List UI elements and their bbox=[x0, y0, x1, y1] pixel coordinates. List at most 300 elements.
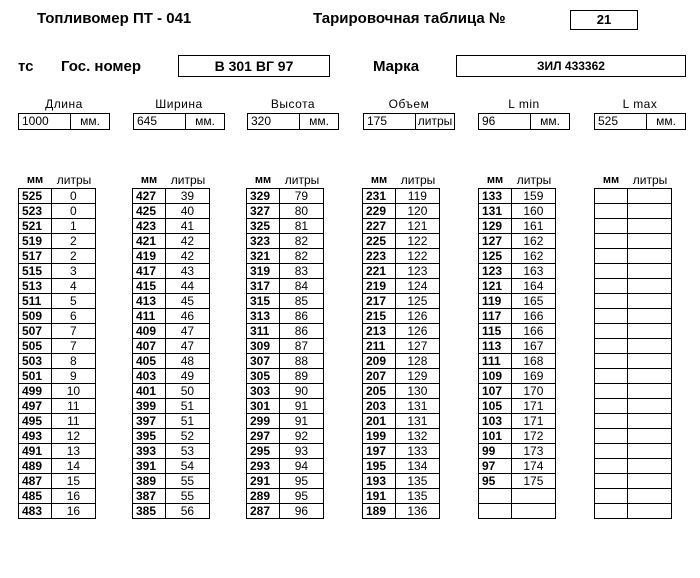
liters-cell: 95 bbox=[279, 489, 323, 504]
mm-cell: 287 bbox=[247, 504, 280, 519]
mm-cell bbox=[595, 294, 628, 309]
mm-cell: 497 bbox=[19, 399, 52, 414]
liters-cell: 90 bbox=[279, 384, 323, 399]
mm-cell: 501 bbox=[19, 369, 52, 384]
liters-cell: 175 bbox=[511, 474, 555, 489]
table-row bbox=[595, 279, 672, 294]
table-row bbox=[19, 264, 96, 279]
liters-cell: 135 bbox=[395, 489, 439, 504]
table-column bbox=[594, 173, 672, 519]
table-row bbox=[479, 384, 556, 399]
table-row bbox=[133, 324, 210, 339]
liters-cell: 132 bbox=[395, 429, 439, 444]
mm-cell: 393 bbox=[133, 444, 166, 459]
table-row bbox=[247, 219, 324, 234]
mm-cell: 385 bbox=[133, 504, 166, 519]
mm-cell: 417 bbox=[133, 264, 166, 279]
param-label: Ширина bbox=[155, 97, 203, 111]
liters-cell: 129 bbox=[395, 369, 439, 384]
table-row bbox=[133, 429, 210, 444]
table-row bbox=[19, 414, 96, 429]
liters-cell: 40 bbox=[165, 204, 209, 219]
liters-cell: 166 bbox=[511, 309, 555, 324]
liters-cell: 131 bbox=[395, 399, 439, 414]
liters-cell: 2 bbox=[51, 249, 95, 264]
param-label: L max bbox=[622, 97, 658, 111]
table-row bbox=[247, 279, 324, 294]
mm-cell: 387 bbox=[133, 489, 166, 504]
liters-cell bbox=[627, 204, 671, 219]
mm-cell: 391 bbox=[133, 459, 166, 474]
liters-cell: 163 bbox=[511, 264, 555, 279]
mm-cell: 123 bbox=[479, 264, 512, 279]
table-row bbox=[247, 429, 324, 444]
liters-cell: 165 bbox=[511, 294, 555, 309]
liters-cell: 51 bbox=[165, 399, 209, 414]
param-value: 320 bbox=[251, 114, 272, 128]
liters-cell: 89 bbox=[279, 369, 323, 384]
table-row bbox=[595, 249, 672, 264]
mm-cell: 495 bbox=[19, 414, 52, 429]
table-row bbox=[595, 339, 672, 354]
liters-cell: 125 bbox=[395, 294, 439, 309]
table-row bbox=[133, 234, 210, 249]
mm-cell: 311 bbox=[247, 324, 280, 339]
table-row bbox=[363, 234, 440, 249]
param-box bbox=[478, 113, 570, 130]
table-row bbox=[479, 279, 556, 294]
mm-cell: 303 bbox=[247, 384, 280, 399]
table-row bbox=[479, 234, 556, 249]
brand-label: Марка bbox=[373, 58, 420, 75]
mm-cell bbox=[595, 339, 628, 354]
table-row bbox=[247, 309, 324, 324]
table-row bbox=[479, 414, 556, 429]
liters-cell: 85 bbox=[279, 294, 323, 309]
table-row bbox=[133, 294, 210, 309]
mm-cell: 299 bbox=[247, 414, 280, 429]
table-row bbox=[19, 474, 96, 489]
liters-cell: 49 bbox=[165, 369, 209, 384]
mm-cell: 227 bbox=[363, 219, 396, 234]
param-label: Высота bbox=[270, 97, 316, 111]
mm-cell: 521 bbox=[19, 219, 52, 234]
table-row bbox=[479, 264, 556, 279]
mm-cell: 405 bbox=[133, 354, 166, 369]
mm-cell: 293 bbox=[247, 459, 280, 474]
table-row bbox=[595, 309, 672, 324]
table-row bbox=[479, 249, 556, 264]
liters-cell: 39 bbox=[165, 189, 209, 204]
param-unit: литры bbox=[415, 114, 454, 129]
table-row bbox=[595, 459, 672, 474]
table-row bbox=[363, 219, 440, 234]
table-row bbox=[19, 399, 96, 414]
mm-cell: 107 bbox=[479, 384, 512, 399]
table-row bbox=[595, 369, 672, 384]
liters-cell: 9 bbox=[51, 369, 95, 384]
liters-cell: 91 bbox=[279, 399, 323, 414]
table-row bbox=[595, 489, 672, 504]
liters-cell: 135 bbox=[395, 474, 439, 489]
liters-cell: 53 bbox=[165, 444, 209, 459]
liters-cell: 1 bbox=[51, 219, 95, 234]
mm-cell: 201 bbox=[363, 414, 396, 429]
table-row bbox=[19, 294, 96, 309]
table-row bbox=[363, 294, 440, 309]
liters-cell: 126 bbox=[395, 324, 439, 339]
mm-cell bbox=[595, 399, 628, 414]
table-row bbox=[363, 309, 440, 324]
liters-cell: 87 bbox=[279, 339, 323, 354]
param-box bbox=[247, 113, 339, 130]
liters-cell bbox=[627, 414, 671, 429]
table-row bbox=[479, 474, 556, 489]
table-row bbox=[247, 264, 324, 279]
column-header bbox=[246, 173, 324, 188]
liters-cell: 4 bbox=[51, 279, 95, 294]
mm-cell: 421 bbox=[133, 234, 166, 249]
table-row bbox=[19, 279, 96, 294]
gos-number-value: В 301 ВГ 97 bbox=[178, 55, 330, 77]
table-row bbox=[19, 204, 96, 219]
table-row bbox=[19, 189, 96, 204]
liters-cell: 166 bbox=[511, 324, 555, 339]
mm-cell: 505 bbox=[19, 339, 52, 354]
table-row bbox=[247, 489, 324, 504]
liters-cell bbox=[627, 324, 671, 339]
mm-cell bbox=[595, 414, 628, 429]
table-row bbox=[247, 504, 324, 519]
table-row bbox=[133, 444, 210, 459]
mm-cell: 229 bbox=[363, 204, 396, 219]
mm-cell: 313 bbox=[247, 309, 280, 324]
liters-cell: 130 bbox=[395, 384, 439, 399]
mm-cell: 399 bbox=[133, 399, 166, 414]
param-box bbox=[18, 113, 110, 130]
mm-cell bbox=[479, 504, 512, 519]
liters-cell: 170 bbox=[511, 384, 555, 399]
table-row bbox=[479, 459, 556, 474]
param-unit: мм. bbox=[299, 114, 338, 129]
table-row bbox=[595, 504, 672, 519]
table-row bbox=[133, 414, 210, 429]
mm-cell: 395 bbox=[133, 429, 166, 444]
mm-cell: 507 bbox=[19, 324, 52, 339]
liters-cell: 171 bbox=[511, 399, 555, 414]
table-row bbox=[595, 399, 672, 414]
mm-cell: 389 bbox=[133, 474, 166, 489]
table-row bbox=[479, 309, 556, 324]
table-row bbox=[595, 474, 672, 489]
mm-cell: 425 bbox=[133, 204, 166, 219]
table-row bbox=[19, 384, 96, 399]
liters-cell: 7 bbox=[51, 324, 95, 339]
table-row bbox=[363, 444, 440, 459]
param-unit: мм. bbox=[185, 114, 224, 129]
param-box bbox=[133, 113, 225, 130]
table-row bbox=[133, 489, 210, 504]
mm-cell: 397 bbox=[133, 414, 166, 429]
liters-cell: 164 bbox=[511, 279, 555, 294]
mm-cell: 491 bbox=[19, 444, 52, 459]
table-row bbox=[247, 399, 324, 414]
brand-value: ЗИЛ 433362 bbox=[456, 55, 686, 77]
mm-cell: 99 bbox=[479, 444, 512, 459]
liters-cell bbox=[627, 369, 671, 384]
liters-cell: 169 bbox=[511, 369, 555, 384]
column-header bbox=[362, 173, 440, 188]
liters-cell bbox=[627, 399, 671, 414]
liters-cell: 171 bbox=[511, 414, 555, 429]
liters-cell: 3 bbox=[51, 264, 95, 279]
mm-cell: 403 bbox=[133, 369, 166, 384]
mm-cell: 419 bbox=[133, 249, 166, 264]
mm-cell bbox=[595, 354, 628, 369]
table-row bbox=[247, 324, 324, 339]
mm-cell: 217 bbox=[363, 294, 396, 309]
liters-cell: 79 bbox=[279, 189, 323, 204]
mm-cell: 513 bbox=[19, 279, 52, 294]
liters-cell: 41 bbox=[165, 219, 209, 234]
mm-cell: 305 bbox=[247, 369, 280, 384]
table-row bbox=[595, 429, 672, 444]
mm-cell: 413 bbox=[133, 294, 166, 309]
liters-cell: 16 bbox=[51, 504, 95, 519]
mm-cell: 221 bbox=[363, 264, 396, 279]
table-row bbox=[479, 294, 556, 309]
mm-cell: 309 bbox=[247, 339, 280, 354]
liters-cell: 45 bbox=[165, 294, 209, 309]
table-row bbox=[363, 474, 440, 489]
liters-cell: 84 bbox=[279, 279, 323, 294]
mm-cell: 411 bbox=[133, 309, 166, 324]
table-row bbox=[247, 414, 324, 429]
table-row bbox=[247, 354, 324, 369]
mm-cell: 423 bbox=[133, 219, 166, 234]
table-row bbox=[133, 504, 210, 519]
liters-cell: 14 bbox=[51, 459, 95, 474]
liters-cell: 92 bbox=[279, 429, 323, 444]
table-row bbox=[247, 189, 324, 204]
mm-cell: 193 bbox=[363, 474, 396, 489]
mm-cell: 509 bbox=[19, 309, 52, 324]
table-row bbox=[479, 324, 556, 339]
mm-cell: 409 bbox=[133, 324, 166, 339]
table-row bbox=[595, 354, 672, 369]
liters-cell: 15 bbox=[51, 474, 95, 489]
liters-cell: 80 bbox=[279, 204, 323, 219]
mm-cell bbox=[595, 279, 628, 294]
mm-cell: 121 bbox=[479, 279, 512, 294]
liters-cell bbox=[627, 384, 671, 399]
liters-cell: 0 bbox=[51, 204, 95, 219]
liters-header: литры bbox=[56, 173, 92, 187]
mm-cell: 489 bbox=[19, 459, 52, 474]
liters-cell: 88 bbox=[279, 354, 323, 369]
liters-cell: 2 bbox=[51, 234, 95, 249]
table-row bbox=[479, 504, 556, 519]
table-row bbox=[133, 384, 210, 399]
table-row bbox=[479, 354, 556, 369]
liters-header: литры bbox=[632, 173, 668, 187]
liters-cell: 172 bbox=[511, 429, 555, 444]
liters-cell: 54 bbox=[165, 459, 209, 474]
table-row bbox=[19, 459, 96, 474]
column-grid bbox=[362, 188, 440, 519]
liters-cell: 82 bbox=[279, 234, 323, 249]
table-row bbox=[595, 189, 672, 204]
param-label: L min bbox=[508, 97, 540, 111]
table-row bbox=[19, 249, 96, 264]
mm-cell: 95 bbox=[479, 474, 512, 489]
mm-header: мм bbox=[602, 174, 620, 186]
mm-cell: 111 bbox=[479, 354, 512, 369]
liters-cell: 44 bbox=[165, 279, 209, 294]
table-row bbox=[595, 324, 672, 339]
table-row bbox=[19, 504, 96, 519]
mm-cell bbox=[595, 369, 628, 384]
page-title: Топливомер ПТ - 041 bbox=[37, 10, 192, 27]
table-row bbox=[19, 234, 96, 249]
mm-cell: 483 bbox=[19, 504, 52, 519]
table-row bbox=[479, 369, 556, 384]
table-row bbox=[595, 414, 672, 429]
mm-cell: 131 bbox=[479, 204, 512, 219]
mm-cell: 315 bbox=[247, 294, 280, 309]
mm-cell: 127 bbox=[479, 234, 512, 249]
liters-header: литры bbox=[400, 173, 436, 187]
table-row bbox=[133, 474, 210, 489]
liters-cell: 86 bbox=[279, 309, 323, 324]
param-value: 96 bbox=[482, 114, 496, 128]
liters-cell: 55 bbox=[165, 474, 209, 489]
table-row bbox=[479, 399, 556, 414]
liters-cell bbox=[627, 339, 671, 354]
table-row bbox=[19, 309, 96, 324]
mm-cell: 297 bbox=[247, 429, 280, 444]
liters-cell: 122 bbox=[395, 249, 439, 264]
mm-cell: 427 bbox=[133, 189, 166, 204]
liters-cell bbox=[511, 504, 555, 519]
liters-cell: 160 bbox=[511, 204, 555, 219]
liters-cell bbox=[511, 489, 555, 504]
liters-cell: 52 bbox=[165, 429, 209, 444]
table-row bbox=[133, 264, 210, 279]
mm-cell: 289 bbox=[247, 489, 280, 504]
mm-cell: 215 bbox=[363, 309, 396, 324]
table-row bbox=[479, 489, 556, 504]
mm-cell bbox=[595, 489, 628, 504]
mm-cell: 499 bbox=[19, 384, 52, 399]
liters-cell: 56 bbox=[165, 504, 209, 519]
table-column bbox=[478, 173, 556, 519]
column-header bbox=[132, 173, 210, 188]
mm-cell: 325 bbox=[247, 219, 280, 234]
column-grid bbox=[246, 188, 324, 519]
column-header bbox=[478, 173, 556, 188]
liters-cell: 174 bbox=[511, 459, 555, 474]
mm-cell: 133 bbox=[479, 189, 512, 204]
table-row bbox=[595, 234, 672, 249]
table-row bbox=[133, 189, 210, 204]
liters-cell: 136 bbox=[395, 504, 439, 519]
table-row bbox=[133, 399, 210, 414]
mm-cell: 213 bbox=[363, 324, 396, 339]
liters-cell: 123 bbox=[395, 264, 439, 279]
liters-cell: 121 bbox=[395, 219, 439, 234]
mm-cell bbox=[595, 444, 628, 459]
liters-cell bbox=[627, 219, 671, 234]
liters-cell: 42 bbox=[165, 249, 209, 264]
table-row bbox=[363, 384, 440, 399]
liters-cell bbox=[627, 234, 671, 249]
liters-cell: 55 bbox=[165, 489, 209, 504]
liters-cell: 7 bbox=[51, 339, 95, 354]
mm-cell: 485 bbox=[19, 489, 52, 504]
mm-cell bbox=[595, 264, 628, 279]
table-column bbox=[362, 173, 440, 519]
liters-cell bbox=[627, 189, 671, 204]
mm-cell: 319 bbox=[247, 264, 280, 279]
liters-cell: 161 bbox=[511, 219, 555, 234]
table-row bbox=[133, 249, 210, 264]
liters-cell: 5 bbox=[51, 294, 95, 309]
table-row bbox=[363, 264, 440, 279]
column-header bbox=[594, 173, 672, 188]
table-row bbox=[363, 339, 440, 354]
mm-cell: 105 bbox=[479, 399, 512, 414]
mm-cell: 519 bbox=[19, 234, 52, 249]
table-row bbox=[595, 204, 672, 219]
table-row bbox=[479, 219, 556, 234]
liters-cell: 95 bbox=[279, 474, 323, 489]
table-row bbox=[595, 384, 672, 399]
liters-cell: 120 bbox=[395, 204, 439, 219]
table-row bbox=[133, 354, 210, 369]
liters-cell: 12 bbox=[51, 429, 95, 444]
liters-cell bbox=[627, 459, 671, 474]
mm-cell: 195 bbox=[363, 459, 396, 474]
mm-cell bbox=[595, 324, 628, 339]
table-row bbox=[247, 339, 324, 354]
param-unit: мм. bbox=[70, 114, 109, 129]
mm-cell: 101 bbox=[479, 429, 512, 444]
liters-cell bbox=[627, 294, 671, 309]
table-row bbox=[479, 339, 556, 354]
table-column bbox=[246, 173, 324, 519]
liters-cell bbox=[627, 429, 671, 444]
liters-cell: 91 bbox=[279, 414, 323, 429]
mm-cell: 219 bbox=[363, 279, 396, 294]
param-value: 1000 bbox=[22, 114, 49, 128]
mm-cell: 401 bbox=[133, 384, 166, 399]
mm-cell: 493 bbox=[19, 429, 52, 444]
liters-cell: 162 bbox=[511, 249, 555, 264]
table-row bbox=[479, 429, 556, 444]
table-row bbox=[133, 369, 210, 384]
liters-cell bbox=[627, 279, 671, 294]
mm-cell: 525 bbox=[19, 189, 52, 204]
gos-number-label: Гос. номер bbox=[61, 58, 142, 75]
column-grid bbox=[478, 188, 556, 519]
liters-cell bbox=[627, 504, 671, 519]
table-row bbox=[363, 369, 440, 384]
table-row bbox=[595, 264, 672, 279]
liters-cell bbox=[627, 444, 671, 459]
mm-cell: 129 bbox=[479, 219, 512, 234]
mm-cell: 125 bbox=[479, 249, 512, 264]
